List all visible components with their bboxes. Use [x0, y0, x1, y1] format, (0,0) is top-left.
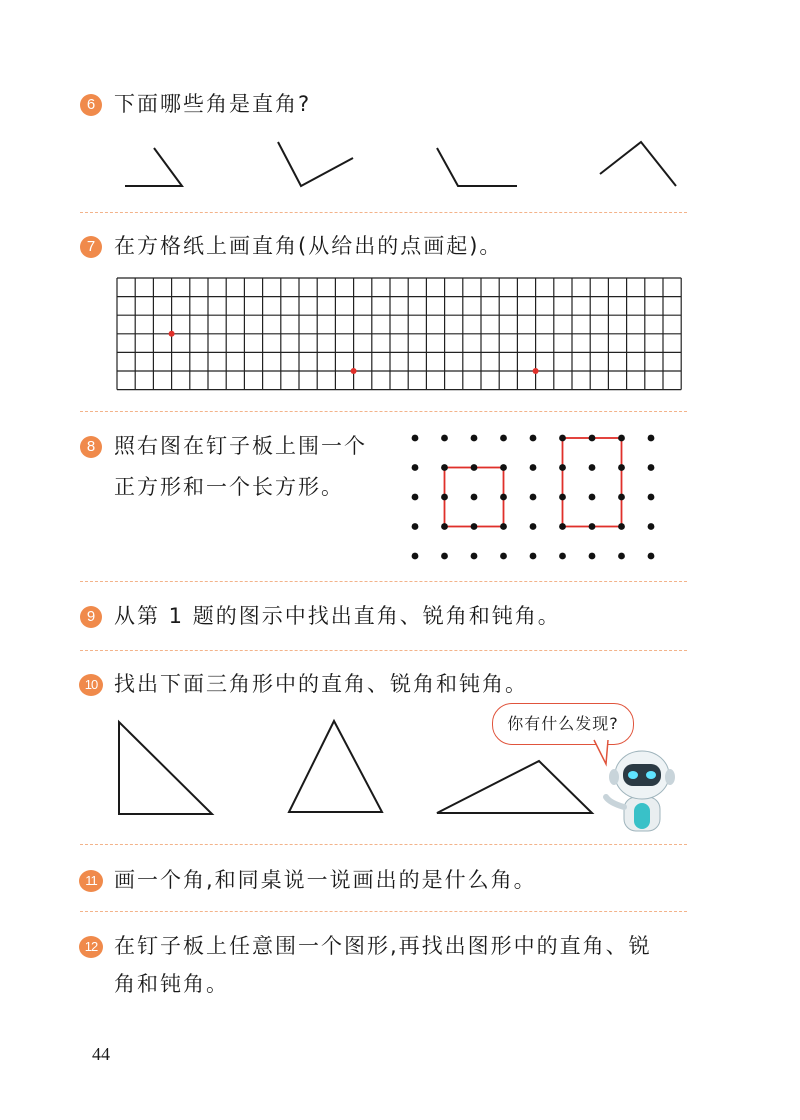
- pegboard-figure: [410, 430, 680, 560]
- peg-dot: [441, 494, 448, 501]
- question-number-11: 11: [79, 870, 103, 892]
- speech-bubble: 你有什么发现?: [492, 703, 634, 745]
- peg-dot: [471, 464, 478, 471]
- triangle-right: [119, 722, 212, 814]
- triangle-acute: [289, 721, 382, 812]
- peg-dot: [412, 464, 419, 471]
- peg-dot: [648, 435, 655, 442]
- peg-dot: [559, 494, 566, 501]
- start-point: [169, 331, 175, 337]
- angle-figure-2: [278, 142, 353, 186]
- peg-dot: [648, 523, 655, 530]
- peg-dot: [441, 435, 448, 442]
- peg-dot: [471, 553, 478, 560]
- peg-dot: [648, 494, 655, 501]
- peg-dot: [618, 553, 625, 560]
- grid-paper: [117, 278, 685, 390]
- peg-dot: [530, 435, 537, 442]
- angle-figure-1: [125, 148, 182, 186]
- question-number-6: 6: [80, 94, 102, 116]
- peg-dot: [589, 464, 596, 471]
- peg-dot: [412, 435, 419, 442]
- question-10-text: 找出下面三角形中的直角、锐角和钝角。: [114, 672, 528, 696]
- peg-dot: [500, 464, 507, 471]
- peg-dot: [471, 435, 478, 442]
- peg-dot: [648, 464, 655, 471]
- peg-dot: [618, 494, 625, 501]
- question-7-text: 在方格纸上画直角(从给出的点画起)。: [114, 234, 503, 258]
- peg-dot: [471, 523, 478, 530]
- angle-figure-4: [600, 142, 676, 186]
- peg-dot: [530, 494, 537, 501]
- peg-dot: [500, 494, 507, 501]
- question-8-text-line-1: 照右图在钉子板上围一个: [114, 434, 367, 458]
- peg-dot: [530, 523, 537, 530]
- angle-figure-3: [437, 148, 517, 186]
- peg-dot: [441, 523, 448, 530]
- separator: [80, 581, 687, 582]
- start-point: [533, 368, 539, 374]
- peg-dot: [441, 464, 448, 471]
- page-number: 44: [92, 1044, 110, 1064]
- peg-dot: [559, 464, 566, 471]
- robot-mascot-icon: [604, 745, 684, 835]
- question-number-10: 10: [79, 674, 103, 696]
- question-number-7: 7: [80, 236, 102, 258]
- peg-dot: [530, 464, 537, 471]
- question-12-text-line-2: 角和钝角。: [114, 972, 229, 996]
- peg-dot: [589, 435, 596, 442]
- angle-figures: [0, 0, 800, 220]
- peg-dot: [500, 523, 507, 530]
- triangle-obtuse: [437, 761, 592, 813]
- peg-dot: [559, 523, 566, 530]
- peg-dot: [471, 494, 478, 501]
- separator: [80, 411, 687, 412]
- peg-dot: [412, 553, 419, 560]
- peg-dot: [618, 435, 625, 442]
- peg-dot: [412, 494, 419, 501]
- question-number-12: 12: [79, 936, 103, 958]
- peg-dot: [648, 553, 655, 560]
- peg-dot: [589, 523, 596, 530]
- peg-dot: [559, 435, 566, 442]
- peg-dot: [589, 494, 596, 501]
- start-point: [351, 368, 357, 374]
- peg-dot: [559, 553, 566, 560]
- peg-dot: [500, 553, 507, 560]
- separator: [80, 212, 687, 213]
- question-9-text: 从第 1 题的图示中找出直角、锐角和钝角。: [114, 604, 561, 628]
- question-6-text: 下面哪些角是直角?: [114, 92, 312, 116]
- separator: [80, 650, 687, 651]
- peg-dot: [618, 464, 625, 471]
- question-11-text: 画一个角,和同桌说一说画出的是什么角。: [114, 868, 537, 892]
- question-12-text-line-1: 在钉子板上任意围一个图形,再找出图形中的直角、锐: [114, 934, 652, 958]
- peg-dot: [412, 523, 419, 530]
- separator: [80, 844, 687, 845]
- question-8-text-line-2: 正方形和一个长方形。: [114, 475, 344, 499]
- rectangle-outline: [563, 438, 622, 527]
- question-number-9: 9: [80, 606, 102, 628]
- peg-dot: [441, 553, 448, 560]
- question-number-8: 8: [80, 436, 102, 458]
- peg-dot: [530, 553, 537, 560]
- peg-dot: [500, 435, 507, 442]
- separator: [80, 911, 687, 912]
- peg-dot: [618, 523, 625, 530]
- peg-dot: [589, 553, 596, 560]
